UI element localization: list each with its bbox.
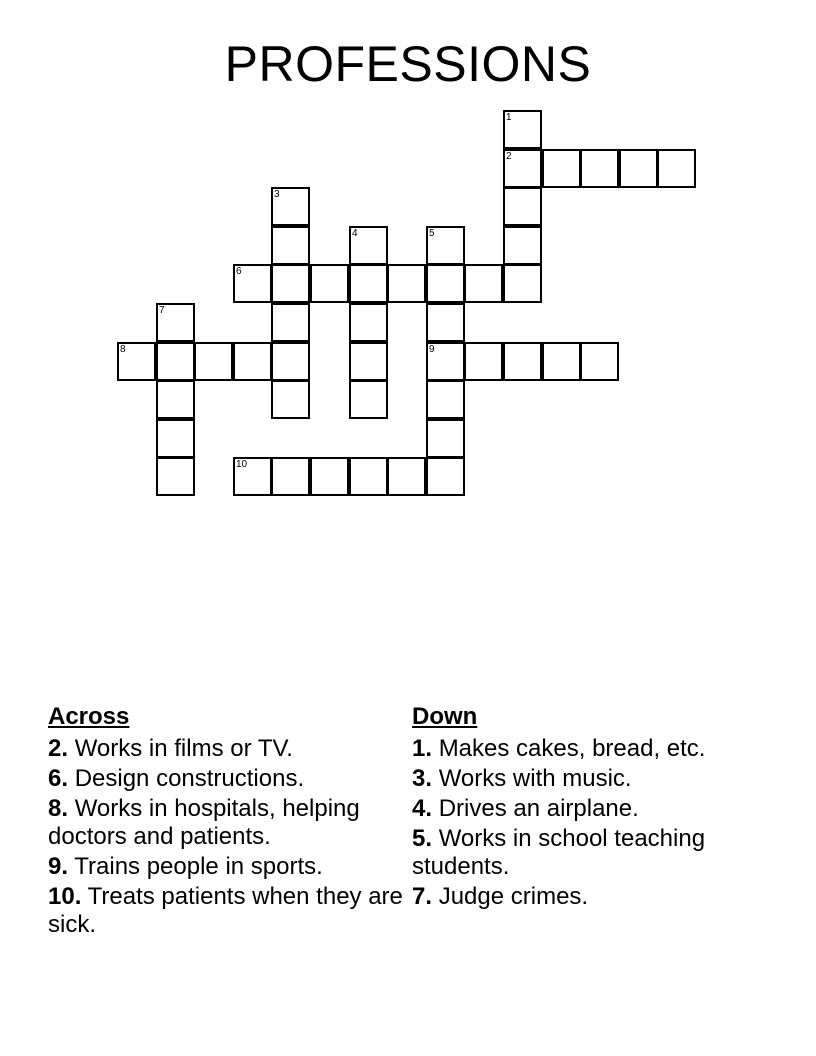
- clue-text: Treats patients when they are sick.: [48, 883, 403, 938]
- grid-cell[interactable]: [464, 342, 503, 381]
- grid-cell[interactable]: [503, 342, 542, 381]
- grid-cell[interactable]: [310, 457, 349, 496]
- grid-cell[interactable]: [156, 457, 195, 496]
- clue-number: 9: [429, 344, 435, 355]
- grid-cell[interactable]: [271, 457, 310, 496]
- grid-cell[interactable]: [194, 342, 233, 381]
- grid-cell[interactable]: [349, 457, 388, 496]
- clue-number: 8: [120, 344, 126, 355]
- grid-cell[interactable]: [156, 380, 195, 419]
- clue-text: Trains people in sports.: [74, 853, 323, 880]
- grid-cell[interactable]: [426, 342, 465, 381]
- grid-cell[interactable]: [542, 342, 581, 381]
- grid-cell[interactable]: [387, 264, 426, 303]
- grid-cell[interactable]: [542, 149, 581, 188]
- grid-cell[interactable]: [156, 303, 195, 342]
- clue-number: 3: [274, 189, 280, 200]
- across-clue: [48, 883, 408, 939]
- clue-number-label: 3.: [412, 765, 433, 792]
- clue-number-label: 9.: [48, 853, 69, 880]
- down-heading: Down: [412, 703, 478, 730]
- clue-text: Works with music.: [438, 765, 632, 792]
- grid-cell[interactable]: [464, 264, 503, 303]
- across-clue: [48, 853, 408, 881]
- clue-number: 6: [236, 266, 242, 277]
- grid-cell[interactable]: [426, 419, 465, 458]
- clue-text: Works in films or TV.: [74, 735, 293, 762]
- grid-cell[interactable]: [117, 342, 156, 381]
- clue-text: Works in hospitals, helping doctors and patients.: [48, 795, 360, 850]
- clue-text: Design constructions.: [74, 765, 305, 792]
- across-clue: [48, 735, 408, 763]
- clue-text: Drives an airplane.: [438, 795, 639, 822]
- grid-cell[interactable]: [580, 149, 619, 188]
- grid-cell[interactable]: [503, 264, 542, 303]
- clue-number-label: 6.: [48, 765, 69, 792]
- grid-cell[interactable]: [426, 264, 465, 303]
- grid-cell[interactable]: [503, 226, 542, 265]
- grid-cell[interactable]: [426, 457, 465, 496]
- grid-cell[interactable]: [580, 342, 619, 381]
- grid-cell[interactable]: [387, 457, 426, 496]
- grid-cell[interactable]: [271, 226, 310, 265]
- grid-cell[interactable]: [156, 419, 195, 458]
- clue-number-label: 1.: [412, 735, 433, 762]
- grid-cell[interactable]: [426, 380, 465, 419]
- clue-number-label: 5.: [412, 825, 433, 852]
- grid-cell[interactable]: [233, 264, 272, 303]
- down-clue: [412, 795, 772, 823]
- grid-cell[interactable]: [349, 303, 388, 342]
- clue-number: 7: [159, 305, 165, 316]
- clue-number-label: 4.: [412, 795, 433, 822]
- down-clue: [412, 883, 772, 911]
- grid-cell[interactable]: [233, 457, 272, 496]
- clue-number-label: 2.: [48, 735, 69, 762]
- grid-cell[interactable]: [271, 303, 310, 342]
- grid-cell[interactable]: [657, 149, 696, 188]
- clue-number: 10: [236, 459, 248, 470]
- clue-number: 5: [429, 228, 435, 239]
- down-clue: [412, 765, 772, 793]
- grid-cell[interactable]: [349, 380, 388, 419]
- clue-number-label: 7.: [412, 883, 433, 910]
- page-title: PROFESSIONS: [224, 36, 592, 92]
- clue-number: 4: [352, 228, 358, 239]
- grid-cell[interactable]: [349, 264, 388, 303]
- crossword-grid: [0, 0, 816, 520]
- across-clues: [48, 703, 408, 941]
- clue-text: Works in school teaching students.: [412, 825, 706, 880]
- grid-cell[interactable]: [503, 149, 542, 188]
- clue-number-label: 10.: [48, 883, 82, 910]
- down-clue: [412, 825, 772, 881]
- grid-cell[interactable]: [156, 342, 195, 381]
- grid-cell[interactable]: [310, 264, 349, 303]
- grid-cell[interactable]: [349, 226, 388, 265]
- grid-cell[interactable]: [426, 226, 465, 265]
- grid-cell[interactable]: [233, 342, 272, 381]
- grid-cell[interactable]: [271, 264, 310, 303]
- grid-cell[interactable]: [271, 380, 310, 419]
- clue-number-label: 8.: [48, 795, 69, 822]
- across-clue: [48, 795, 408, 851]
- clue-number: 2: [506, 151, 512, 162]
- grid-cell[interactable]: [503, 110, 542, 149]
- down-clue: [412, 735, 772, 763]
- grid-cell[interactable]: [619, 149, 658, 188]
- across-clue: [48, 765, 408, 793]
- clue-text: Makes cakes, bread, etc.: [438, 735, 706, 762]
- grid-cell[interactable]: [349, 342, 388, 381]
- down-clues: [412, 703, 772, 913]
- across-heading: Across: [48, 703, 130, 730]
- grid-cell[interactable]: [426, 303, 465, 342]
- grid-cell[interactable]: [503, 187, 542, 226]
- clue-text: Judge crimes.: [438, 883, 589, 910]
- grid-cell[interactable]: [271, 342, 310, 381]
- clue-number: 1: [506, 112, 512, 123]
- grid-cell[interactable]: [271, 187, 310, 226]
